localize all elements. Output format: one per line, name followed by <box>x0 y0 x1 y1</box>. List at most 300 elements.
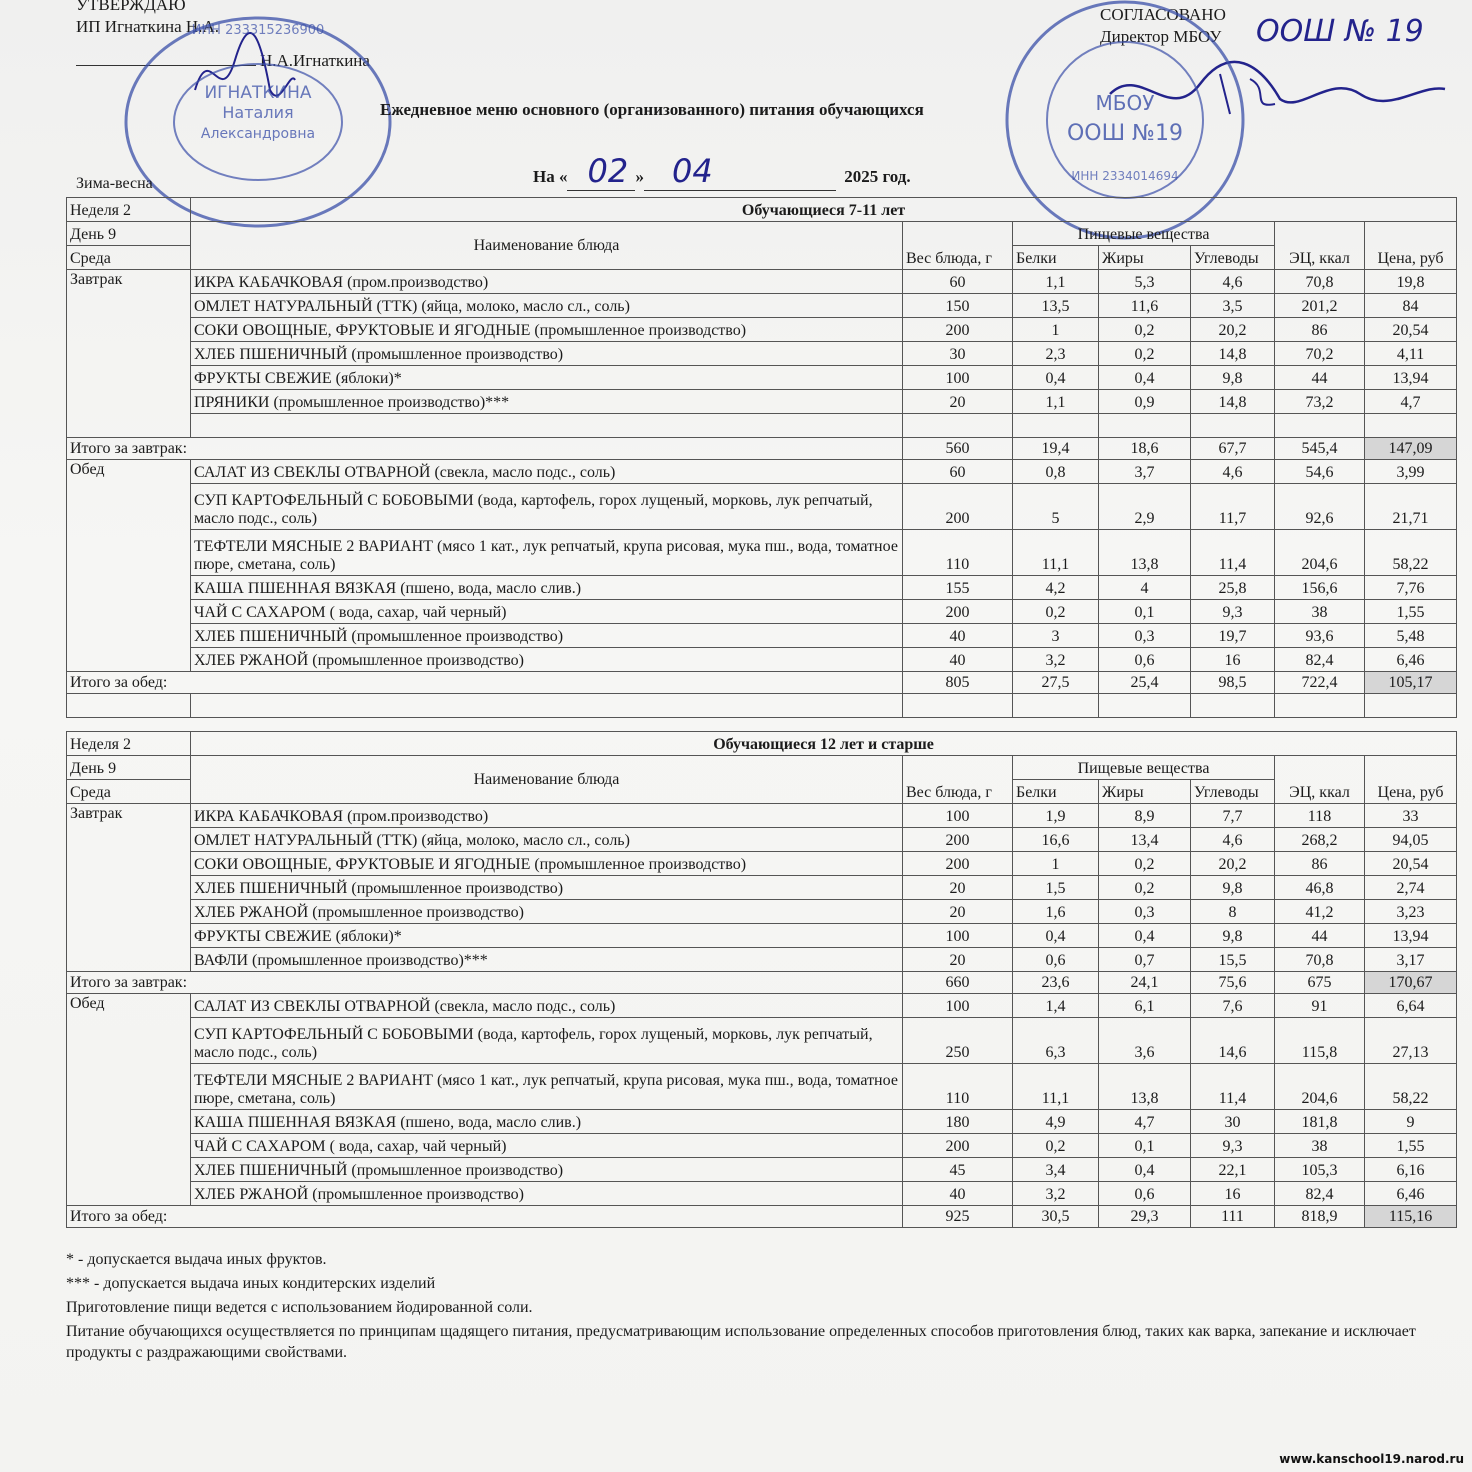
dish-name: ХЛЕБ ПШЕНИЧНЫЙ (промышленное производство) <box>191 876 903 900</box>
total-protein: 19,4 <box>1013 438 1099 460</box>
dish-name: ТЕФТЕЛИ МЯСНЫЕ 2 ВАРИАНТ (мясо 1 кат., лук репчатый, крупа рисовая, мука пш., вода, томатное пюре, сметана, соль) <box>191 1064 903 1110</box>
dish-protein: 3,2 <box>1013 648 1099 672</box>
dish-name: САЛАТ ИЗ СВЕКЛЫ ОТВАРНОЙ (свекла, масло подс., соль) <box>191 994 903 1018</box>
blank-cell <box>191 694 903 718</box>
dish-protein: 0,6 <box>1013 948 1099 972</box>
dish-column-header: Наименование блюда <box>191 222 903 270</box>
signature-underline <box>76 65 256 66</box>
approve-name: Н.А.Игнаткина <box>260 51 370 70</box>
dish-carbs: 9,3 <box>1191 1134 1275 1158</box>
dish-fat: 0,7 <box>1099 948 1191 972</box>
dish-weight: 110 <box>903 530 1013 576</box>
dish-carbs: 9,8 <box>1191 366 1275 390</box>
meal-name: Обед <box>67 460 191 672</box>
date-month-field <box>644 152 836 191</box>
weight-column-header: Вес блюда, г <box>903 222 1013 270</box>
dish-fat: 0,3 <box>1099 624 1191 648</box>
dish-fat: 0,4 <box>1099 924 1191 948</box>
total-carbs: 75,6 <box>1191 972 1275 994</box>
dish-carbs: 14,6 <box>1191 1018 1275 1064</box>
dish-carbs: 7,6 <box>1191 994 1275 1018</box>
dish-fat: 3,7 <box>1099 460 1191 484</box>
table-row <box>67 1018 1457 1064</box>
fat-column-header: Жиры <box>1099 780 1191 804</box>
date-day-field <box>567 152 635 191</box>
dish-energy: 268,2 <box>1275 828 1365 852</box>
total-label: Итого за обед: <box>67 1206 903 1228</box>
director-signature <box>1100 54 1450 124</box>
table-row <box>67 648 1457 672</box>
total-row <box>67 438 1457 460</box>
table-row <box>67 1110 1457 1134</box>
dish-price: 6,46 <box>1365 1182 1457 1206</box>
table-row <box>67 876 1457 900</box>
table-row <box>67 948 1457 972</box>
right-stamp-inn: ИНН 2334014694 <box>1071 169 1179 183</box>
dish-protein: 1 <box>1013 318 1099 342</box>
menu-table-7-11 <box>66 197 1457 718</box>
fat-column-header: Жиры <box>1099 246 1191 270</box>
dish-fat: 3,6 <box>1099 1018 1191 1064</box>
dish-name: ХЛЕБ РЖАНОЙ (промышленное производство) <box>191 648 903 672</box>
menu-table-12-plus <box>66 731 1457 1228</box>
dish-energy: 115,8 <box>1275 1018 1365 1064</box>
dish-carbs: 4,6 <box>1191 460 1275 484</box>
dish-fat: 13,8 <box>1099 530 1191 576</box>
dish-protein: 1,1 <box>1013 390 1099 414</box>
dish-fat: 4,7 <box>1099 1110 1191 1134</box>
dish-energy: 54,6 <box>1275 460 1365 484</box>
blank-row <box>67 694 1457 718</box>
dish-fat: 0,6 <box>1099 1182 1191 1206</box>
dish-energy: 46,8 <box>1275 876 1365 900</box>
table-row <box>67 804 1457 828</box>
dish-weight: 60 <box>903 460 1013 484</box>
dish-protein: 0,8 <box>1013 460 1099 484</box>
nutrients-column-header: Пищевые вещества <box>1013 222 1275 246</box>
dish-protein: 16,6 <box>1013 828 1099 852</box>
dish-carbs: 4,6 <box>1191 270 1275 294</box>
dish-name: КАША ПШЕННАЯ ВЯЗКАЯ (пшено, вода, масло слив.) <box>191 576 903 600</box>
table-row <box>67 1064 1457 1110</box>
dish-energy: 70,8 <box>1275 270 1365 294</box>
blank-cell <box>1013 694 1099 718</box>
dish-fat: 0,1 <box>1099 600 1191 624</box>
total-protein: 30,5 <box>1013 1206 1099 1228</box>
dish-fat: 0,2 <box>1099 342 1191 366</box>
dish-name: ИКРА КАБАЧКОВАЯ (пром.производство) <box>191 270 903 294</box>
weekday-label: Среда <box>67 780 191 804</box>
total-energy: 675 <box>1275 972 1365 994</box>
total-label: Итого за обед: <box>67 672 903 694</box>
dish-price: 3,23 <box>1365 900 1457 924</box>
left-stamp-line-1: ИГНАТКИНА <box>204 83 312 103</box>
table-row <box>67 294 1457 318</box>
dish-weight: 40 <box>903 1182 1013 1206</box>
dish-carbs: 9,8 <box>1191 876 1275 900</box>
dish-energy <box>1275 414 1365 438</box>
dish-energy: 38 <box>1275 1134 1365 1158</box>
dish-price: 33 <box>1365 804 1457 828</box>
footnote-fruit: * - допускается выдача иных фруктов. <box>66 1251 327 1268</box>
dish-protein: 1,5 <box>1013 876 1099 900</box>
note-iodized-salt: Приготовление пищи ведется с использованием йодированной соли. <box>66 1299 533 1316</box>
dish-carbs: 16 <box>1191 1182 1275 1206</box>
total-price: 170,67 <box>1365 972 1457 994</box>
dish-protein: 0,2 <box>1013 1134 1099 1158</box>
total-fat: 25,4 <box>1099 672 1191 694</box>
dish-energy: 82,4 <box>1275 648 1365 672</box>
total-carbs: 98,5 <box>1191 672 1275 694</box>
total-row <box>67 1206 1457 1228</box>
dish-protein: 11,1 <box>1013 530 1099 576</box>
dish-protein: 1,6 <box>1013 900 1099 924</box>
dish-carbs: 9,8 <box>1191 924 1275 948</box>
group-label: Обучающиеся 7-11 лет <box>191 198 1457 222</box>
table-row <box>67 1134 1457 1158</box>
table-row <box>67 600 1457 624</box>
dish-name: САЛАТ ИЗ СВЕКЛЫ ОТВАРНОЙ (свекла, масло подс., соль) <box>191 460 903 484</box>
dish-weight: 200 <box>903 852 1013 876</box>
table-row <box>67 994 1457 1018</box>
header-row-day <box>67 756 1457 780</box>
protein-column-header: Белки <box>1013 246 1099 270</box>
handwritten-school: ООШ № 19 <box>1256 14 1424 49</box>
dish-name: ЧАЙ С САХАРОМ ( вода, сахар, чай черный) <box>191 600 903 624</box>
dish-protein: 3 <box>1013 624 1099 648</box>
footnote-confectionery: *** - допускается выдача иных кондитерских изделий <box>66 1275 436 1292</box>
dish-weight: 20 <box>903 876 1013 900</box>
date-mid: » <box>635 167 644 186</box>
dish-weight: 60 <box>903 270 1013 294</box>
dish-price: 6,46 <box>1365 648 1457 672</box>
dish-energy: 105,3 <box>1275 1158 1365 1182</box>
dish-carbs: 20,2 <box>1191 852 1275 876</box>
dish-carbs: 20,2 <box>1191 318 1275 342</box>
blank-cell <box>1191 694 1275 718</box>
dish-weight: 110 <box>903 1064 1013 1110</box>
dish-energy: 70,8 <box>1275 948 1365 972</box>
dish-carbs: 8 <box>1191 900 1275 924</box>
table-row <box>67 270 1457 294</box>
dish-name: КАША ПШЕННАЯ ВЯЗКАЯ (пшено, вода, масло слив.) <box>191 1110 903 1134</box>
dish-name: СОКИ ОВОЩНЫЕ, ФРУКТОВЫЕ И ЯГОДНЫЕ (промышленное производство) <box>191 318 903 342</box>
price-column-header: Цена, руб <box>1365 222 1457 270</box>
dish-weight: 20 <box>903 390 1013 414</box>
approve-org: ИП Игнаткина Н.А. <box>76 17 219 36</box>
dish-price: 13,94 <box>1365 366 1457 390</box>
total-label: Итого за завтрак: <box>67 972 903 994</box>
dish-carbs: 30 <box>1191 1110 1275 1134</box>
dish-fat: 13,4 <box>1099 828 1191 852</box>
dish-carbs: 11,4 <box>1191 1064 1275 1110</box>
total-row <box>67 672 1457 694</box>
dish-price: 3,99 <box>1365 460 1457 484</box>
dish-price: 6,64 <box>1365 994 1457 1018</box>
approve-label: УТВЕРЖДАЮ <box>76 0 186 14</box>
dish-name: ПРЯНИКИ (промышленное производство)*** <box>191 390 903 414</box>
total-label: Итого за завтрак: <box>67 438 903 460</box>
dish-energy: 156,6 <box>1275 576 1365 600</box>
dish-weight: 45 <box>903 1158 1013 1182</box>
carbs-column-header: Углеводы <box>1191 246 1275 270</box>
dish-name: ФРУКТЫ СВЕЖИЕ (яблоки)* <box>191 366 903 390</box>
dish-energy: 92,6 <box>1275 484 1365 530</box>
table-row <box>67 828 1457 852</box>
dish-price: 13,94 <box>1365 924 1457 948</box>
energy-column-header: ЭЦ, ккал <box>1275 756 1365 804</box>
approve-signature-line <box>76 50 370 72</box>
dish-price: 9 <box>1365 1110 1457 1134</box>
dish-name: ХЛЕБ РЖАНОЙ (промышленное производство) <box>191 1182 903 1206</box>
dish-protein: 2,3 <box>1013 342 1099 366</box>
total-energy: 818,9 <box>1275 1206 1365 1228</box>
agreement-block <box>1100 4 1226 48</box>
dish-fat: 0,1 <box>1099 1134 1191 1158</box>
dish-energy: 41,2 <box>1275 900 1365 924</box>
dish-energy: 38 <box>1275 600 1365 624</box>
dish-price: 27,13 <box>1365 1018 1457 1064</box>
date-day: 02 <box>587 152 629 190</box>
date-year: 2025 год. <box>844 167 911 186</box>
dish-fat: 5,3 <box>1099 270 1191 294</box>
dish-fat: 0,9 <box>1099 390 1191 414</box>
total-price: 105,17 <box>1365 672 1457 694</box>
header-row-week <box>67 732 1457 756</box>
dish-name: СОКИ ОВОЩНЫЕ, ФРУКТОВЫЕ И ЯГОДНЫЕ (промышленное производство) <box>191 852 903 876</box>
total-protein: 27,5 <box>1013 672 1099 694</box>
dish-carbs: 19,7 <box>1191 624 1275 648</box>
dish-protein: 11,1 <box>1013 1064 1099 1110</box>
protein-column-header: Белки <box>1013 780 1099 804</box>
dish-weight: 100 <box>903 924 1013 948</box>
total-carbs: 67,7 <box>1191 438 1275 460</box>
dish-name: ХЛЕБ ПШЕНИЧНЫЙ (промышленное производство) <box>191 1158 903 1182</box>
dish-carbs: 11,7 <box>1191 484 1275 530</box>
total-protein: 23,6 <box>1013 972 1099 994</box>
table-row <box>67 484 1457 530</box>
week-label: Неделя 2 <box>67 732 191 756</box>
dish-energy: 118 <box>1275 804 1365 828</box>
agree-role: Директор МБОУ <box>1100 27 1222 46</box>
dish-weight: 100 <box>903 994 1013 1018</box>
dish-energy: 204,6 <box>1275 1064 1365 1110</box>
dish-fat: 2,9 <box>1099 484 1191 530</box>
total-weight: 560 <box>903 438 1013 460</box>
blank-cell <box>1275 694 1365 718</box>
table-row <box>67 924 1457 948</box>
dish-energy: 93,6 <box>1275 624 1365 648</box>
dish-price: 21,71 <box>1365 484 1457 530</box>
dish-fat: 6,1 <box>1099 994 1191 1018</box>
dish-carbs <box>1191 414 1275 438</box>
dish-carbs: 9,3 <box>1191 600 1275 624</box>
dish-name: ЧАЙ С САХАРОМ ( вода, сахар, чай черный) <box>191 1134 903 1158</box>
total-weight: 660 <box>903 972 1013 994</box>
dish-price: 3,17 <box>1365 948 1457 972</box>
dish-price: 1,55 <box>1365 600 1457 624</box>
website-url: www.kanschool19.narod.ru <box>1279 1452 1464 1466</box>
dish-name <box>191 414 903 438</box>
total-energy: 722,4 <box>1275 672 1365 694</box>
date-prefix: На « <box>533 167 568 186</box>
table-row <box>67 366 1457 390</box>
blank-cell <box>67 694 191 718</box>
dish-price <box>1365 414 1457 438</box>
dish-fat: 0,4 <box>1099 366 1191 390</box>
approval-block <box>76 0 370 72</box>
day-label: День 9 <box>67 222 191 246</box>
dish-price: 58,22 <box>1365 1064 1457 1110</box>
season-label: Зима-весна <box>76 175 153 192</box>
dish-weight: 200 <box>903 318 1013 342</box>
dish-carbs: 11,4 <box>1191 530 1275 576</box>
dish-price: 5,48 <box>1365 624 1457 648</box>
dish-price: 20,54 <box>1365 318 1457 342</box>
right-stamp-line-1: МБОУ <box>1095 91 1155 115</box>
total-weight: 925 <box>903 1206 1013 1228</box>
dish-energy: 73,2 <box>1275 390 1365 414</box>
dish-protein: 1,1 <box>1013 270 1099 294</box>
dish-fat: 0,2 <box>1099 876 1191 900</box>
dish-name: ОМЛЕТ НАТУРАЛЬНЫЙ (ТТК) (яйца, молоко, масло сл., соль) <box>191 828 903 852</box>
dish-weight: 200 <box>903 484 1013 530</box>
dish-price: 1,55 <box>1365 1134 1457 1158</box>
weight-column-header: Вес блюда, г <box>903 756 1013 804</box>
blank-cell <box>903 694 1013 718</box>
dish-carbs: 14,8 <box>1191 390 1275 414</box>
dish-weight <box>903 414 1013 438</box>
dish-weight: 200 <box>903 600 1013 624</box>
weekday-label: Среда <box>67 246 191 270</box>
total-weight: 805 <box>903 672 1013 694</box>
date-month: 04 <box>671 152 713 190</box>
dish-energy: 201,2 <box>1275 294 1365 318</box>
dish-weight: 150 <box>903 294 1013 318</box>
dish-weight: 155 <box>903 576 1013 600</box>
total-energy: 545,4 <box>1275 438 1365 460</box>
day-label: День 9 <box>67 756 191 780</box>
meal-name: Обед <box>67 994 191 1206</box>
dish-name: ХЛЕБ РЖАНОЙ (промышленное производство) <box>191 900 903 924</box>
agree-label: СОГЛАСОВАНО <box>1100 5 1226 24</box>
dish-price: 58,22 <box>1365 530 1457 576</box>
table-row <box>67 414 1457 438</box>
dish-price: 4,11 <box>1365 342 1457 366</box>
table-row <box>67 460 1457 484</box>
dish-carbs: 3,5 <box>1191 294 1275 318</box>
total-row <box>67 972 1457 994</box>
dish-energy: 86 <box>1275 852 1365 876</box>
dish-protein: 0,4 <box>1013 366 1099 390</box>
dish-protein: 3,4 <box>1013 1158 1099 1182</box>
dish-weight: 200 <box>903 828 1013 852</box>
dish-weight: 100 <box>903 804 1013 828</box>
left-stamp-inn: ИНН 233315236900 <box>191 23 325 38</box>
dish-name: ТЕФТЕЛИ МЯСНЫЕ 2 ВАРИАНТ (мясо 1 кат., лук репчатый, крупа рисовая, мука пш., вода, томатное пюре, сметана, соль) <box>191 530 903 576</box>
dish-name: ИКРА КАБАЧКОВАЯ (пром.производство) <box>191 804 903 828</box>
group-label: Обучающиеся 12 лет и старше <box>191 732 1457 756</box>
table-row <box>67 390 1457 414</box>
table-row <box>67 852 1457 876</box>
dish-weight: 20 <box>903 900 1013 924</box>
carbs-column-header: Углеводы <box>1191 780 1275 804</box>
dish-name: ВАФЛИ (промышленное производство)*** <box>191 948 903 972</box>
dish-fat: 0,4 <box>1099 1158 1191 1182</box>
dish-energy: 181,8 <box>1275 1110 1365 1134</box>
dish-price: 6,16 <box>1365 1158 1457 1182</box>
dish-price: 84 <box>1365 294 1457 318</box>
dish-weight: 250 <box>903 1018 1013 1064</box>
dish-energy: 204,6 <box>1275 530 1365 576</box>
dish-carbs: 15,5 <box>1191 948 1275 972</box>
dish-carbs: 7,7 <box>1191 804 1275 828</box>
total-fat: 24,1 <box>1099 972 1191 994</box>
dish-column-header: Наименование блюда <box>191 756 903 804</box>
total-price: 115,16 <box>1365 1206 1457 1228</box>
dish-carbs: 14,8 <box>1191 342 1275 366</box>
total-carbs: 111 <box>1191 1206 1275 1228</box>
total-price: 147,09 <box>1365 438 1457 460</box>
dish-protein: 1,9 <box>1013 804 1099 828</box>
header-row-day <box>67 222 1457 246</box>
dish-fat: 11,6 <box>1099 294 1191 318</box>
dish-price: 4,7 <box>1365 390 1457 414</box>
dish-weight: 40 <box>903 624 1013 648</box>
blank-cell <box>1365 694 1457 718</box>
dish-fat: 0,3 <box>1099 900 1191 924</box>
table-row <box>67 900 1457 924</box>
dish-protein: 1 <box>1013 852 1099 876</box>
right-stamp-line-2: ООШ №19 <box>1066 121 1184 146</box>
dish-protein: 1,4 <box>1013 994 1099 1018</box>
left-stamp-line-3: Александровна <box>200 126 316 142</box>
dish-weight: 180 <box>903 1110 1013 1134</box>
dish-energy: 91 <box>1275 994 1365 1018</box>
dish-price: 7,76 <box>1365 576 1457 600</box>
price-column-header: Цена, руб <box>1365 756 1457 804</box>
dish-fat: 0,2 <box>1099 318 1191 342</box>
table-row <box>67 1158 1457 1182</box>
header-row-week <box>67 198 1457 222</box>
dish-carbs: 25,8 <box>1191 576 1275 600</box>
dish-weight: 100 <box>903 366 1013 390</box>
table-row <box>67 624 1457 648</box>
dish-weight: 40 <box>903 648 1013 672</box>
dish-protein: 3,2 <box>1013 1182 1099 1206</box>
blank-cell <box>1099 694 1191 718</box>
dish-price: 2,74 <box>1365 876 1457 900</box>
note-gentle-diet: Питание обучающихся осуществляется по принципам щадящего питания, предусматривающим использование определенных способов приготовления блюд, таких как варка, запекание и исключает продукты с раздражающими свойствами. <box>66 1323 1416 1361</box>
total-fat: 29,3 <box>1099 1206 1191 1228</box>
dish-protein <box>1013 414 1099 438</box>
dish-weight: 200 <box>903 1134 1013 1158</box>
total-fat: 18,6 <box>1099 438 1191 460</box>
table-row <box>67 1182 1457 1206</box>
dish-price: 19,8 <box>1365 270 1457 294</box>
dish-name: ОМЛЕТ НАТУРАЛЬНЫЙ (ТТК) (яйца, молоко, масло сл., соль) <box>191 294 903 318</box>
dish-fat <box>1099 414 1191 438</box>
dish-fat: 8,9 <box>1099 804 1191 828</box>
meal-name: Завтрак <box>67 270 191 438</box>
dish-price: 20,54 <box>1365 852 1457 876</box>
dish-fat: 0,2 <box>1099 852 1191 876</box>
dish-protein: 13,5 <box>1013 294 1099 318</box>
dish-name: ФРУКТЫ СВЕЖИЕ (яблоки)* <box>191 924 903 948</box>
dish-protein: 4,9 <box>1013 1110 1099 1134</box>
page-title: Ежедневное меню основного (организованного) питания обучающихся <box>380 100 924 119</box>
table-row <box>67 342 1457 366</box>
